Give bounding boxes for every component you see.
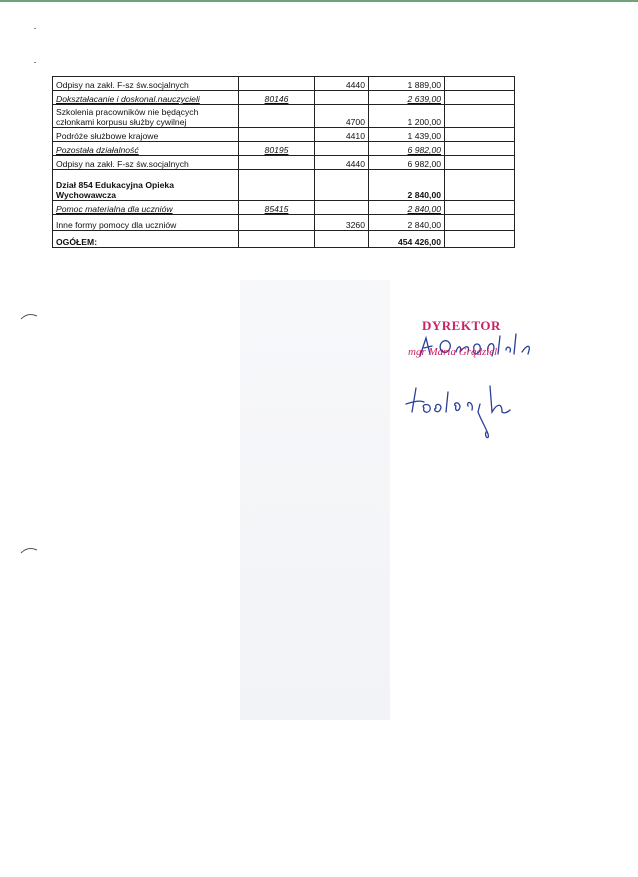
total-label: OGÓŁEM:: [53, 231, 239, 248]
table-row: [53, 77, 515, 91]
row-blank: [445, 105, 515, 128]
table-row: [53, 156, 515, 170]
row-classification: 80146: [264, 94, 289, 104]
scan-speck: [34, 28, 36, 29]
row-classification: 85415: [264, 204, 289, 214]
stamp-name: mgr Maria Grądziel: [408, 346, 498, 358]
scan-top-edge: [0, 0, 638, 2]
row-blank: [445, 170, 515, 201]
row-classification: [239, 170, 315, 201]
table-row: [53, 142, 515, 156]
table-row: [53, 215, 515, 231]
row-paragraph: 4410: [315, 128, 369, 142]
row-paragraph: [315, 201, 369, 215]
row-amount: 1 889,00: [369, 77, 445, 91]
row-name: Inne formy pomocy dla uczniów: [53, 215, 239, 231]
row-amount: 1 200,00: [369, 105, 445, 128]
row-amount: 1 439,00: [369, 128, 445, 142]
row-name: Pomoc materialna dla uczniów: [56, 204, 173, 214]
second-signature-icon: [402, 382, 542, 442]
row-paragraph: [315, 231, 369, 248]
table-row: [53, 201, 515, 215]
row-classification: 80195: [264, 145, 289, 155]
row-paragraph: 3260: [315, 215, 369, 231]
row-classification: [239, 105, 315, 128]
row-name: Podróże służbowe krajowe: [53, 128, 239, 142]
row-blank: [445, 77, 515, 91]
row-amount: 2 840,00: [407, 204, 441, 214]
row-name: Dokształacanie i doskonal.nauczycieli: [56, 94, 200, 104]
punch-hole-mark-icon: [20, 312, 38, 320]
scan-shading: [240, 280, 390, 720]
budget-table: [52, 76, 515, 248]
row-paragraph: [315, 142, 369, 156]
table-row: [53, 128, 515, 142]
row-name: Pozostała działalność: [56, 145, 139, 155]
total-amount: 454 426,00: [369, 231, 445, 248]
row-blank: [445, 128, 515, 142]
row-paragraph: 4440: [315, 77, 369, 91]
table-row: [53, 91, 515, 105]
scan-speck: [34, 62, 36, 63]
row-name: Dział 854 Edukacyjna Opieka Wychowawcza: [53, 170, 239, 201]
row-classification: [239, 128, 315, 142]
row-blank: [445, 201, 515, 215]
row-paragraph: [315, 170, 369, 201]
row-classification: [239, 215, 315, 231]
row-classification: [239, 231, 315, 248]
row-amount: 2 840,00: [369, 170, 445, 201]
row-classification: [239, 156, 315, 170]
row-amount: 6 982,00: [407, 145, 441, 155]
row-blank: [445, 231, 515, 248]
row-name: Odpisy na zakł. F-sz św.socjalnych: [53, 156, 239, 170]
table-row: [53, 105, 515, 128]
row-blank: [445, 156, 515, 170]
row-paragraph: [315, 91, 369, 105]
stamp-title: DYREKTOR: [422, 318, 501, 333]
row-paragraph: 4700: [315, 105, 369, 128]
row-blank: [445, 91, 515, 105]
row-amount: 2 840,00: [369, 215, 445, 231]
row-classification: [239, 77, 315, 91]
row-amount: 2 639,00: [407, 94, 441, 104]
row-name: Odpisy na zakł. F-sz św.socjalnych: [53, 77, 239, 91]
table-row-total: [53, 231, 515, 248]
row-paragraph: 4440: [315, 156, 369, 170]
row-amount: 6 982,00: [369, 156, 445, 170]
table-row: [53, 170, 515, 201]
row-blank: [445, 215, 515, 231]
row-name: Szkolenia pracowników nie będących członkami korpusu służby cywilnej: [53, 105, 239, 128]
signature-block: [396, 316, 546, 446]
punch-hole-mark-icon: [20, 546, 38, 554]
row-blank: [445, 142, 515, 156]
